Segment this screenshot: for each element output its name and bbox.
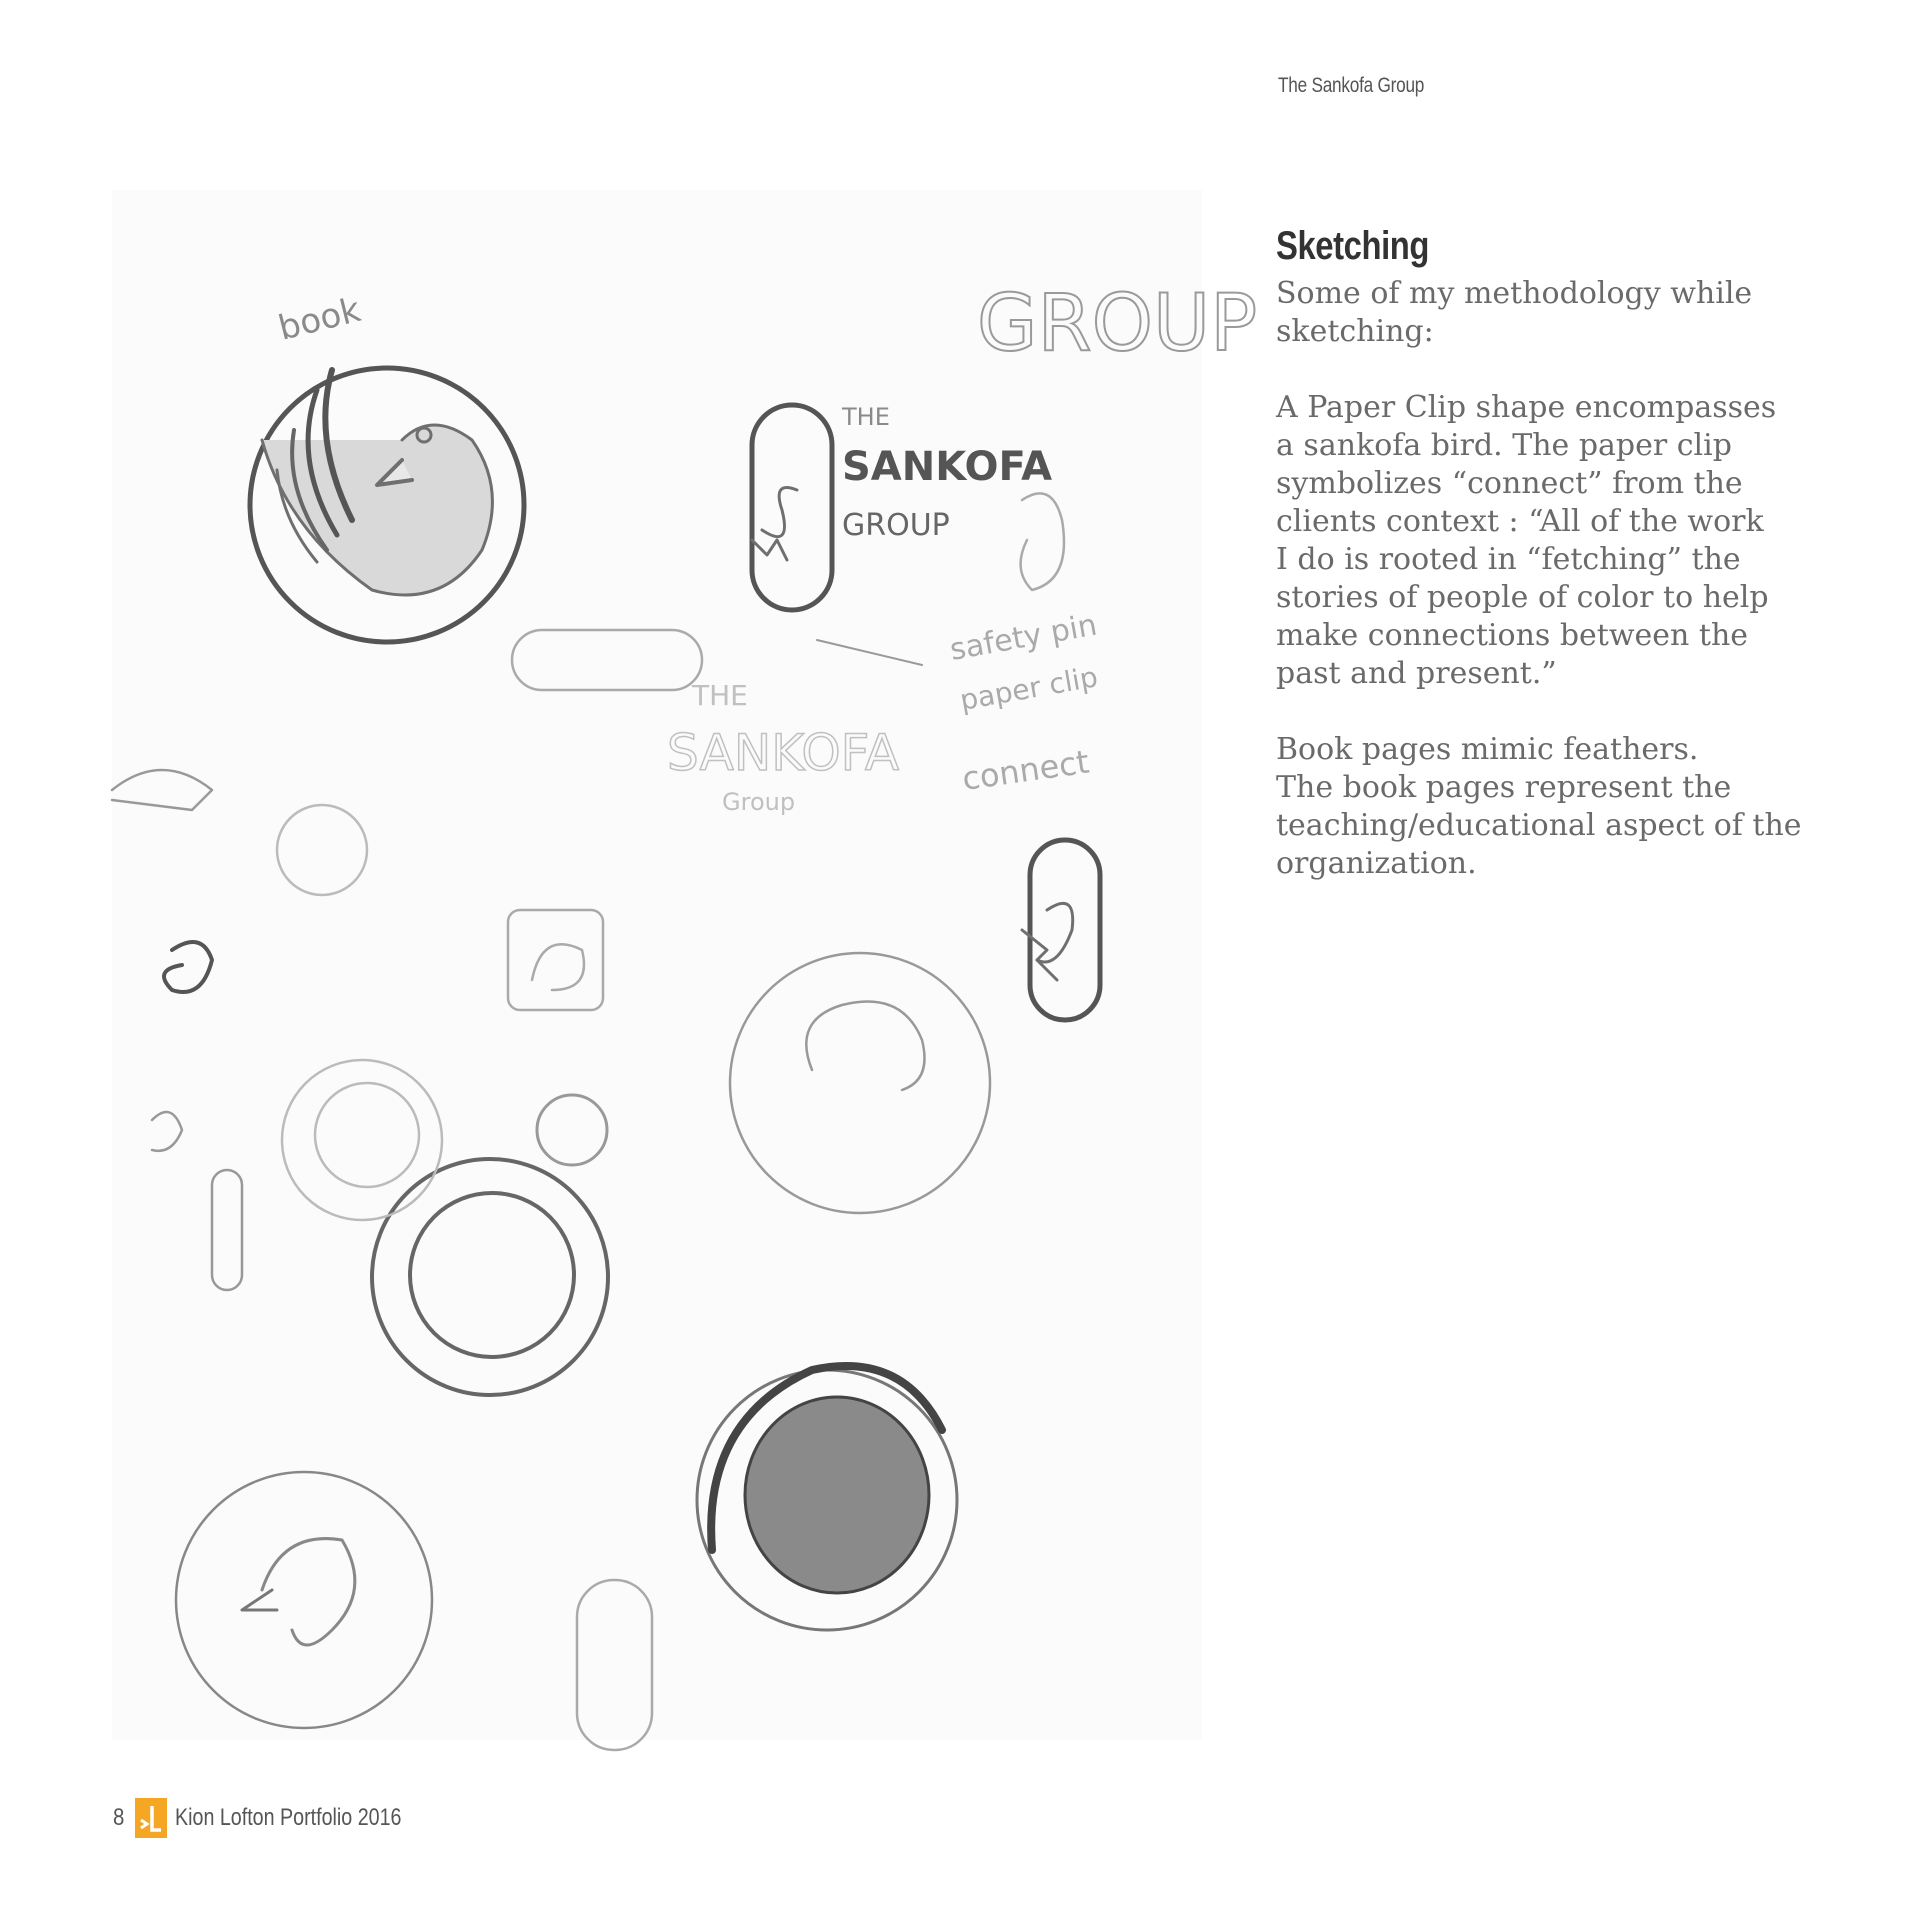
text-line: past and present.” [1276, 656, 1557, 691]
body-text [1276, 275, 1836, 921]
note-paper-clip: paper clip [957, 660, 1101, 717]
note-sankofa-2: SANKOFA [667, 724, 900, 782]
text-line: teaching/educational aspect of the [1276, 808, 1802, 843]
note-safety-pin: safety pin [947, 607, 1100, 668]
logo-badge-icon [135, 1798, 167, 1838]
sketch-tall-clip-bird [1022, 840, 1100, 1020]
section-label: The Sankofa Group [1278, 74, 1425, 97]
sketch-paper-clip-bird [752, 405, 832, 610]
footer [112, 1798, 452, 1838]
text-line: clients context : “All of the work [1276, 504, 1764, 539]
paragraph-book-pages [1276, 731, 1836, 883]
text-line: Some of my methodology while [1276, 276, 1753, 311]
section-title: Sketching [1276, 224, 1430, 268]
text-line: The book pages represent the [1276, 770, 1732, 805]
text-line: I do is rooted in “fetching” the [1276, 542, 1741, 577]
text-line: sketching: [1276, 314, 1434, 349]
paragraph-intro [1276, 275, 1836, 351]
note-connect: connect [959, 742, 1092, 798]
sketch-bird-circle-shaded [250, 368, 524, 642]
pencil-sketches [112, 190, 1258, 1740]
footer-title: Kion Lofton Portfolio 2016 [175, 1804, 402, 1831]
text-line: Book pages mimic feathers. [1276, 732, 1699, 767]
note-the-1: THE [842, 403, 890, 431]
note-the-2: THE [692, 679, 748, 712]
note-book: book [274, 289, 365, 349]
text-line: make connections between the [1276, 618, 1749, 653]
text-line: symbolizes “connect” from the [1276, 466, 1743, 501]
note-group-2: Group [722, 788, 796, 816]
text-line: a sankofa bird. The paper clip [1276, 428, 1732, 463]
note-sankofa-1: SANKOFA [842, 444, 1053, 490]
text-line: organization. [1276, 846, 1477, 881]
text-line: stories of people of color to help [1276, 580, 1769, 615]
paragraph-paper-clip [1276, 389, 1836, 693]
page-number: 8 [113, 1804, 125, 1831]
text-line: A Paper Clip shape encompasses [1276, 390, 1777, 425]
note-group-1: GROUP [842, 508, 950, 543]
kl-logo-icon [138, 1802, 164, 1834]
note-group: GROUP [977, 279, 1258, 369]
sketch-sheet-image [112, 190, 1258, 1740]
